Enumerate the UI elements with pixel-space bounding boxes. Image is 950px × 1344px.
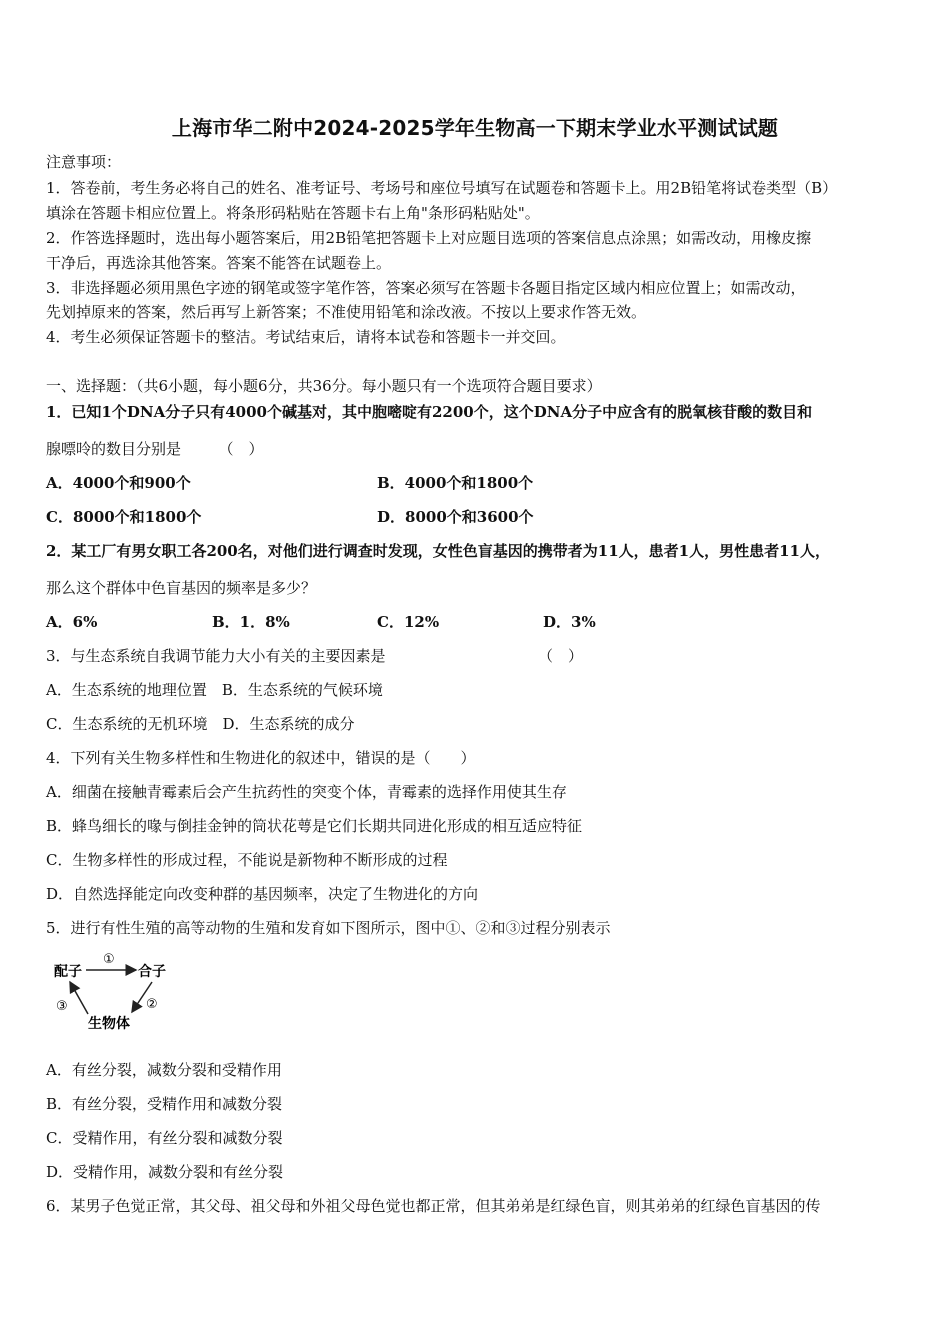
question-1-option-b: B．4000个和1800个 (377, 474, 534, 492)
diagram-gamete-label: 配子 (54, 964, 82, 980)
notice-line: 干净后，再选涂其他答案。答案不能答在试题卷上。 (46, 254, 392, 272)
question-6-stem: 6．某男子色觉正常，其父母、祖父母和外祖父母色觉也都正常，但其弟弟是红绿色盲，则其弟弟的红绿色盲基因的传 (46, 1197, 821, 1215)
question-1-option-c: C．8000个和1800个 (46, 508, 202, 526)
question-1-stem: 1．已知1个DNA分子只有4000个碱基对，其中胞嘧啶有2200个，这个DNA分子中应含有的脱氧核苷酸的数目和 (46, 403, 813, 421)
section-heading: 一、选择题：（共6小题，每小题6分，共36分。每小题只有一个选项符合题目要求） (46, 377, 602, 395)
notice-line: 先划掉原来的答案，然后再写上新答案；不准使用铅笔和涂改液。不按以上要求作答无效。 (46, 303, 647, 321)
question-3-options-ab: A．生态系统的地理位置 B．生态系统的气候环境 (46, 681, 383, 699)
question-1-stem-cont: 腺嘌呤的数目分别是 （ ） (46, 440, 264, 458)
notice-line: 1．答卷前，考生务必将自己的姓名、准考证号、考场号和座位号填写在试题卷和答题卡上。用2B铅笔将试卷类型（B） (46, 179, 838, 197)
question-2-option-c: C．12% (377, 613, 440, 631)
exam-title: 上海市华二附中2024-2025学年生物高一下期末学业水平测试试题 (171, 116, 779, 140)
diagram-organism-label: 生物体 (88, 1016, 130, 1032)
question-5-option-d: D．受精作用，减数分裂和有丝分裂 (46, 1163, 284, 1181)
question-4-option-b: B．蜂鸟细长的喙与倒挂金钟的筒状花萼是它们长期共同进化形成的相互适应特征 (46, 817, 583, 835)
notice-line: 4．考生必须保证答题卡的整洁。考试结束后，请将本试卷和答题卡一并交回。 (46, 328, 566, 346)
question-5-option-a: A．有丝分裂，减数分裂和受精作用 (46, 1061, 282, 1079)
notice-line: 2．作答选择题时，选出每小题答案后，用2B铅笔把答题卡上对应题目选项的答案信息点涂黑；如需改动，用橡皮擦 (46, 229, 812, 247)
notice-line: 3．非选择题必须用黑色字迹的钢笔或签字笔作答，答案必须写在答题卡各题目指定区域内相应位置上；如需改动， (46, 279, 806, 297)
question-2-option-d: D．3% (543, 613, 596, 631)
diagram-zygote-label: 合子 (138, 964, 166, 980)
diagram-arrow-meiosis (70, 982, 88, 1014)
question-5-option-c: C．受精作用，有丝分裂和减数分裂 (46, 1129, 283, 1147)
question-2-stem: 2．某工厂有男女职工各200名，对他们进行调查时发现，女性色盲基因的携带者为11人，患者1人，男性患者11人， (46, 542, 830, 560)
question-4-option-a: A．细菌在接触青霉素后会产生抗药性的突变个体，青霉素的选择作用使其生存 (46, 783, 567, 801)
question-4-option-c: C．生物多样性的形成过程，不能说是新物种不断形成的过程 (46, 851, 448, 869)
diagram-step-1: ① (103, 952, 115, 967)
question-3-options-cd: C．生态系统的无机环境 D．生态系统的成分 (46, 715, 355, 733)
question-3-paren: （ ） (538, 647, 584, 665)
question-2-stem-cont: 那么这个群体中色盲基因的频率是多少？ (46, 579, 317, 597)
question-5-stem: 5．进行有性生殖的高等动物的生殖和发育如下图所示，图中①、②和③过程分别表示 (46, 919, 611, 937)
notice-heading: 注意事项： (46, 153, 122, 171)
question-1-option-a: A．4000个和900个 (46, 474, 191, 492)
diagram-step-3: ③ (56, 999, 68, 1014)
question-1-option-d: D．8000个和3600个 (377, 508, 534, 526)
question-2-option-a: A．6% (46, 613, 98, 631)
question-3-stem: 3．与生态系统自我调节能力大小有关的主要因素是 (46, 647, 386, 665)
diagram-step-2: ② (146, 997, 158, 1012)
notice-line: 填涂在答题卡相应位置上。将条形码粘贴在答题卡右上角"条形码粘贴处"。 (46, 204, 540, 222)
question-5-option-b: B．有丝分裂，受精作用和减数分裂 (46, 1095, 283, 1113)
question-2-option-b: B．1．8% (212, 613, 290, 631)
question-4-stem: 4．下列有关生物多样性和生物进化的叙述中，错误的是（ ） (46, 749, 476, 767)
question-4-option-d: D．自然选择能定向改变种群的基因频率，决定了生物进化的方向 (46, 885, 479, 903)
reproduction-cycle-diagram (48, 948, 178, 1036)
